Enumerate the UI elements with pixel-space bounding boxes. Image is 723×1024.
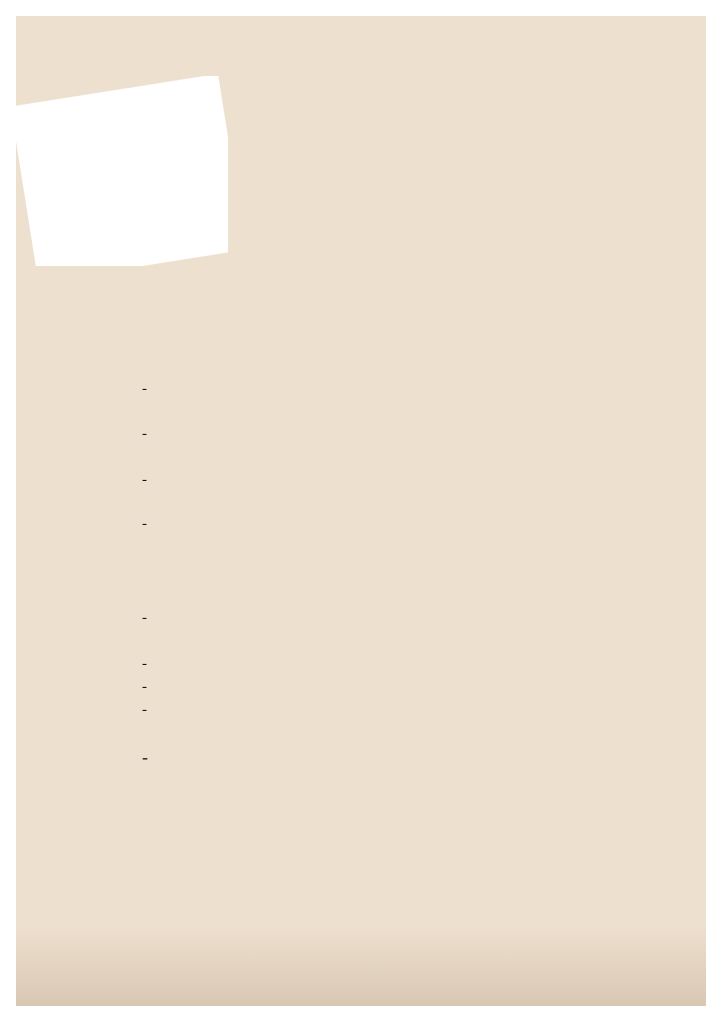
bullet-marker: - xyxy=(142,747,148,767)
bullet-marker: - xyxy=(142,426,147,442)
bullet-marker: - xyxy=(142,656,147,672)
fireworks-image xyxy=(16,926,706,1006)
event2-heading xyxy=(121,361,701,384)
bullet-marker: - xyxy=(142,610,147,626)
event3-heading xyxy=(121,564,701,585)
bullet-marker: - xyxy=(142,702,147,718)
embroidery-ornament-image xyxy=(16,76,228,266)
bullet-marker: - xyxy=(142,679,147,695)
poster xyxy=(16,16,706,1006)
bullet-marker: - xyxy=(142,472,147,488)
hram-heading xyxy=(230,134,698,194)
bullet-marker: - xyxy=(142,516,147,532)
bullet-marker: - xyxy=(142,381,147,397)
